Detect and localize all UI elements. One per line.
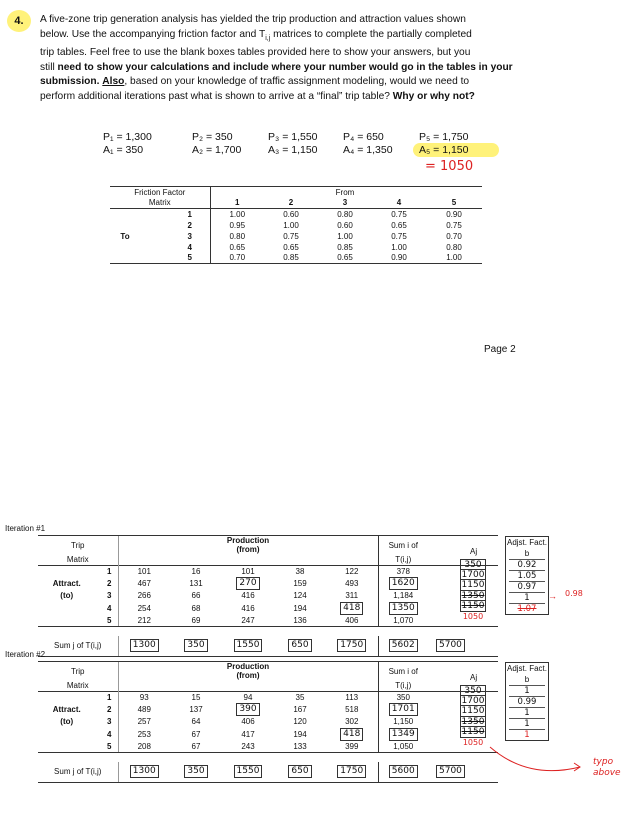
question-text <box>40 13 540 105</box>
zone-4-values: P₄ = 650 A₄ = 1,350 <box>343 131 393 156</box>
question-line: trip tables. Feel free to use the blank boxes tables provided here to show your answers, but you <box>40 47 471 59</box>
typo-note: typo above <box>593 757 621 778</box>
friction-factor-table: Friction Factor From Matrix 1 2 3 4 5 1 1.00 0.60 0.80 0.75 0.90 2 0.95 1.00 0.60 0.65 0.75 To 3 0.80 0.75 1.00 0.75 0.70 4 0.65 0.65 0.85 1.00 0.80 5 0.70 0.85 0.65 0.90 1.00 <box>110 186 482 264</box>
page-label: Page 2 <box>484 344 516 355</box>
zone-5-values: P₅ = 1,750 A₅ = 1,150 <box>419 131 469 156</box>
zone-1-values: P₁ = 1,300 A₁ = 350 <box>103 131 152 156</box>
handwritten-box: 1550 <box>234 765 263 778</box>
question-number: 4. <box>7 10 31 32</box>
handwritten-box: 5700 <box>436 639 465 652</box>
question-line: A five-zone trip generation analysis has yielded the trip production and attraction values shown <box>40 14 466 25</box>
handwritten-box: 1750 <box>337 639 366 652</box>
question-line: submission. Also, based on your knowledge of traffic assignment modeling, would we need to <box>40 76 470 88</box>
handwritten-box: 650 <box>288 639 311 652</box>
adjustment-factor-1: Adjst. Fact. b 0.92 1.05 0.97 1 1.07 <box>506 538 547 614</box>
handwritten-box: 418 <box>340 602 363 615</box>
handwritten-box: 1349 <box>389 728 418 741</box>
aj-header: Aj <box>470 547 478 556</box>
typo-arrow-icon <box>488 745 588 785</box>
handwritten-box: 418 <box>340 728 363 741</box>
handwritten-box: 1750 <box>337 765 366 778</box>
handwritten-box: 1620 <box>389 577 418 590</box>
handwritten-box: 5602 <box>389 639 418 652</box>
iteration-1-label: Iteration #1 <box>5 524 46 533</box>
handwritten-box: 1350 <box>389 602 418 615</box>
handwritten-box: 350 <box>184 765 207 778</box>
handwritten-box: 1701 <box>389 703 418 716</box>
handwritten-box: 5700 <box>436 765 465 778</box>
iteration-2-table: Trip Production (from) Sum i of Matrix T(i,j) 1 93 15 94 35 113 350 Attract. 2 489 137 390 167 518 1701 (to) 3 257 64 406 120 302 1,150 4 253 67 417 194 418 1349 5 208 67 243 133 399 1,050 Sum j of T(i,j) 1300 350 1550 650 1750 5600 5700 <box>38 661 498 783</box>
handwritten-box: 1300 <box>130 639 159 652</box>
aj-column-2: 350 1700 1150 1350 1150 1050 <box>461 686 485 747</box>
iteration-1-table: Trip Production (from) Sum i of Matrix T(i,j) 1 101 16 101 38 122 378 Attract. 2 467 131 270 159 493 1620 (to) 3 266 66 416 124 311 1,184 4 254 68 416 194 418 1350 5 212 69 247 136 406 1,070 Sum j of T(i,j) 1300 350 1550 650 1750 5602 5700 <box>38 535 498 657</box>
handwritten-box: 1550 <box>234 639 263 652</box>
handwritten-box: 650 <box>288 765 311 778</box>
adjustment-factor-2: Adjst. Fact. b 1 0.99 1 1 1 <box>506 664 547 740</box>
question-line: below. Use the accompanying friction factor and $T_{i,j}$ matrices to complete the partially completed <box>40 28 472 42</box>
iteration-2-label: Iteration #2 <box>5 650 46 659</box>
aj-header: Aj <box>470 673 478 682</box>
handwritten-box: 350 <box>184 639 207 652</box>
handwritten-box: 390 <box>236 703 259 716</box>
handwritten-box: 5600 <box>389 765 418 778</box>
question-line: still need to show your calculations and include where your number would go in the tables in your <box>40 61 513 73</box>
zone-2-values: P₂ = 350 A₂ = 1,700 <box>192 131 242 156</box>
zone-3-values: P₃ = 1,550 A₃ = 1,150 <box>268 131 318 156</box>
aj-column-1: 350 1700 1150 1350 1150 1050 <box>461 560 485 621</box>
question-line: perform additional iterations past what is shown to arrive at a “final” trip table? Why or why not? <box>40 91 475 102</box>
arrow-icon: → <box>548 591 557 601</box>
handwritten-box: 270 <box>236 577 259 590</box>
b-side-note: 0.98 <box>565 589 583 598</box>
handwritten-box: 1300 <box>130 765 159 778</box>
a5-handwritten-note: = 1050 <box>425 159 474 174</box>
